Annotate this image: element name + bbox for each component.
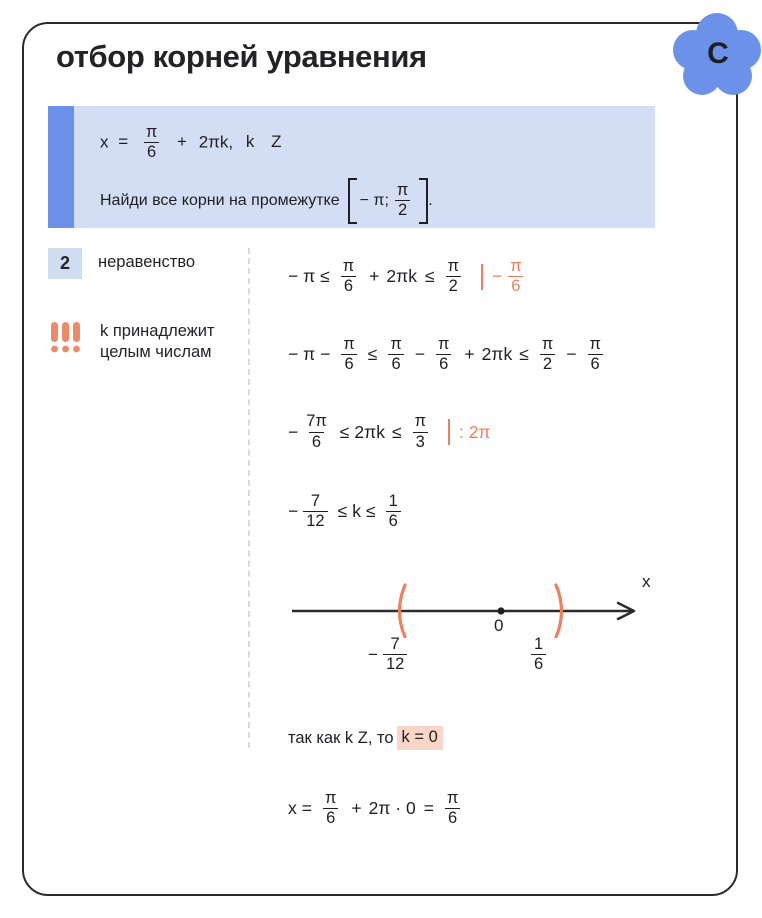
l3-frac1-num: 7π (306, 412, 327, 431)
l4-frac2-num: 1 (388, 491, 398, 510)
bracket-left-icon (348, 178, 357, 224)
conclusion-row (288, 726, 443, 750)
l4-frac1 (303, 493, 327, 531)
final-frac-1 (322, 790, 339, 828)
l3-annot-text: : 2π (458, 421, 491, 442)
l4-frac2-den: 6 (386, 511, 401, 530)
solution-line-3 (288, 413, 688, 451)
l3-frac1-den: 6 (309, 432, 324, 451)
l3-le1: ≤ (339, 421, 350, 442)
l4-frac1-den: 12 (303, 511, 327, 530)
interval-frac-num: π (396, 180, 409, 199)
solution-line-1 (288, 258, 688, 296)
interval-notation (348, 178, 433, 224)
l1-frac2 (445, 258, 462, 296)
eq-term: 2πk, (198, 132, 234, 152)
origin-point (497, 607, 504, 614)
eq-lhs: x (100, 132, 109, 152)
eq-domain-set: Z (271, 132, 282, 152)
final-frac-2 (444, 790, 461, 828)
l1-annot-den: 6 (508, 276, 523, 295)
l1-a: − π (288, 266, 316, 287)
l4-frac2 (386, 493, 401, 531)
origin-label: 0 (494, 616, 504, 635)
l2-plus: + (464, 343, 475, 364)
solution-steps (288, 250, 688, 531)
l1-annotation (467, 258, 530, 296)
annotation-pipe-icon (481, 264, 483, 290)
right-bound-label (526, 636, 551, 674)
flower-logo (669, 8, 762, 104)
conclusion-highlight: k = 0 (397, 726, 443, 750)
l4-frac1-num: 7 (310, 491, 320, 510)
final-lhs: x (288, 798, 297, 819)
logo-letter: C (707, 37, 729, 70)
step-rail (48, 248, 238, 363)
step-label: неравенство (98, 253, 196, 271)
warning-label-line2: целым числам (100, 343, 212, 362)
eq-domain-var: k (245, 132, 255, 152)
page-title: отбор корней уравнения (56, 39, 427, 74)
banner-body (74, 106, 655, 228)
l2-le2: ≤ (519, 343, 529, 364)
l4-le1: ≤ (337, 501, 348, 522)
right-bound-den: 6 (531, 654, 546, 673)
eq-plus: + (177, 132, 187, 152)
l3-minus: − (288, 421, 299, 442)
bracket-right-icon (419, 178, 428, 224)
l3-annotation (434, 419, 491, 445)
l2-minus3: − (566, 343, 577, 364)
l2-a: − π (288, 343, 316, 364)
l1-frac1 (340, 258, 357, 296)
step-number-badge: 2 (48, 248, 82, 279)
l2-le1: ≤ (367, 343, 378, 364)
l3-frac2-den: 3 (413, 432, 428, 451)
interval-frac-den: 2 (395, 200, 410, 219)
instruction-text: Найди все корни на промежутке (100, 191, 340, 209)
vertical-dashed-divider (248, 248, 250, 748)
l1-annot-frac (507, 258, 524, 296)
interval-left: − π; (359, 191, 389, 209)
eq-frac-num: π (145, 123, 158, 141)
final-equals-2: = (423, 798, 434, 819)
l2-frac5 (586, 336, 603, 374)
final-frac2-den: 6 (445, 808, 460, 827)
final-plus: + (351, 798, 362, 819)
l1-annot-sign: − (491, 266, 503, 287)
l2-frac1-den: 6 (341, 354, 356, 373)
l1-frac2-den: 2 (446, 276, 461, 295)
conclusion-prefix: так как k Z, то (288, 728, 394, 747)
l4-var: k (352, 501, 361, 522)
l2-frac5-num: π (589, 334, 601, 353)
l1-le1: ≤ (320, 266, 330, 287)
l2-frac1 (340, 336, 357, 374)
l3-frac2-num: π (414, 412, 426, 431)
final-frac1-num: π (324, 789, 337, 807)
l3-term: 2πk (354, 421, 385, 442)
rail-item-warning (48, 321, 238, 363)
l1-frac2-num: π (447, 257, 459, 275)
interval-period: . (428, 191, 433, 209)
axis-label-x: x (642, 572, 651, 591)
final-equals-1: = (301, 798, 312, 819)
l1-frac1-num: π (342, 257, 355, 275)
l1-term: 2πk (386, 266, 417, 287)
eq-fraction (143, 124, 160, 162)
given-equation (100, 124, 655, 162)
l2-frac3-num: π (438, 334, 450, 353)
l2-term: 2πk (481, 343, 513, 364)
l2-frac1-num: π (343, 334, 355, 353)
left-bound-fraction (383, 636, 407, 674)
annotation-pipe-icon (448, 419, 450, 445)
l2-frac4-den: 2 (540, 354, 555, 373)
final-frac1-den: 6 (323, 808, 338, 827)
left-bound-sign: − (368, 644, 378, 664)
solution-line-4 (288, 493, 688, 531)
l1-le2: ≤ (424, 266, 435, 287)
warning-label-line1: k принадлежит (100, 322, 215, 340)
right-bound-num: 1 (534, 635, 544, 653)
warning-label (100, 321, 215, 363)
l2-minus2: − (414, 343, 426, 364)
triple-exclamation-icon (48, 321, 84, 354)
solution-line-2 (288, 336, 688, 374)
l2-frac2 (387, 336, 404, 374)
l3-frac1 (303, 413, 330, 451)
left-bound-den: 12 (383, 654, 407, 673)
banner-accent-bar (48, 106, 74, 228)
l2-frac3-den: 6 (436, 354, 451, 373)
l2-minus1: − (320, 343, 331, 364)
eq-frac-den: 6 (144, 142, 159, 161)
l2-frac4 (539, 336, 556, 374)
l3-frac2 (412, 413, 429, 451)
l2-frac4-num: π (541, 334, 554, 353)
l4-minus: − (288, 501, 299, 522)
l2-frac5-den: 6 (588, 354, 603, 373)
l2-frac2-den: 6 (388, 354, 403, 373)
final-frac2-num: π (446, 789, 459, 807)
eq-equals: = (118, 132, 129, 152)
l2-frac2-num: π (390, 334, 402, 353)
left-bound-num: 7 (390, 635, 400, 653)
number-line-diagram (288, 572, 660, 696)
interval-right-fraction (394, 182, 411, 220)
axis (292, 603, 634, 619)
l1-plus: + (369, 266, 380, 287)
l3-le2: ≤ (391, 421, 402, 442)
l2-frac3 (435, 336, 452, 374)
rail-item-step (48, 248, 238, 279)
right-bound-fraction (531, 636, 546, 674)
l1-frac1-den: 6 (341, 276, 356, 295)
l1-annot-num: π (510, 257, 522, 275)
l4-le2: ≤ (365, 501, 376, 522)
left-bound-label (368, 636, 412, 674)
final-term: 2π · 0 (368, 798, 416, 819)
instruction-row (100, 178, 655, 224)
problem-banner (48, 106, 655, 228)
final-answer-row (288, 790, 466, 828)
